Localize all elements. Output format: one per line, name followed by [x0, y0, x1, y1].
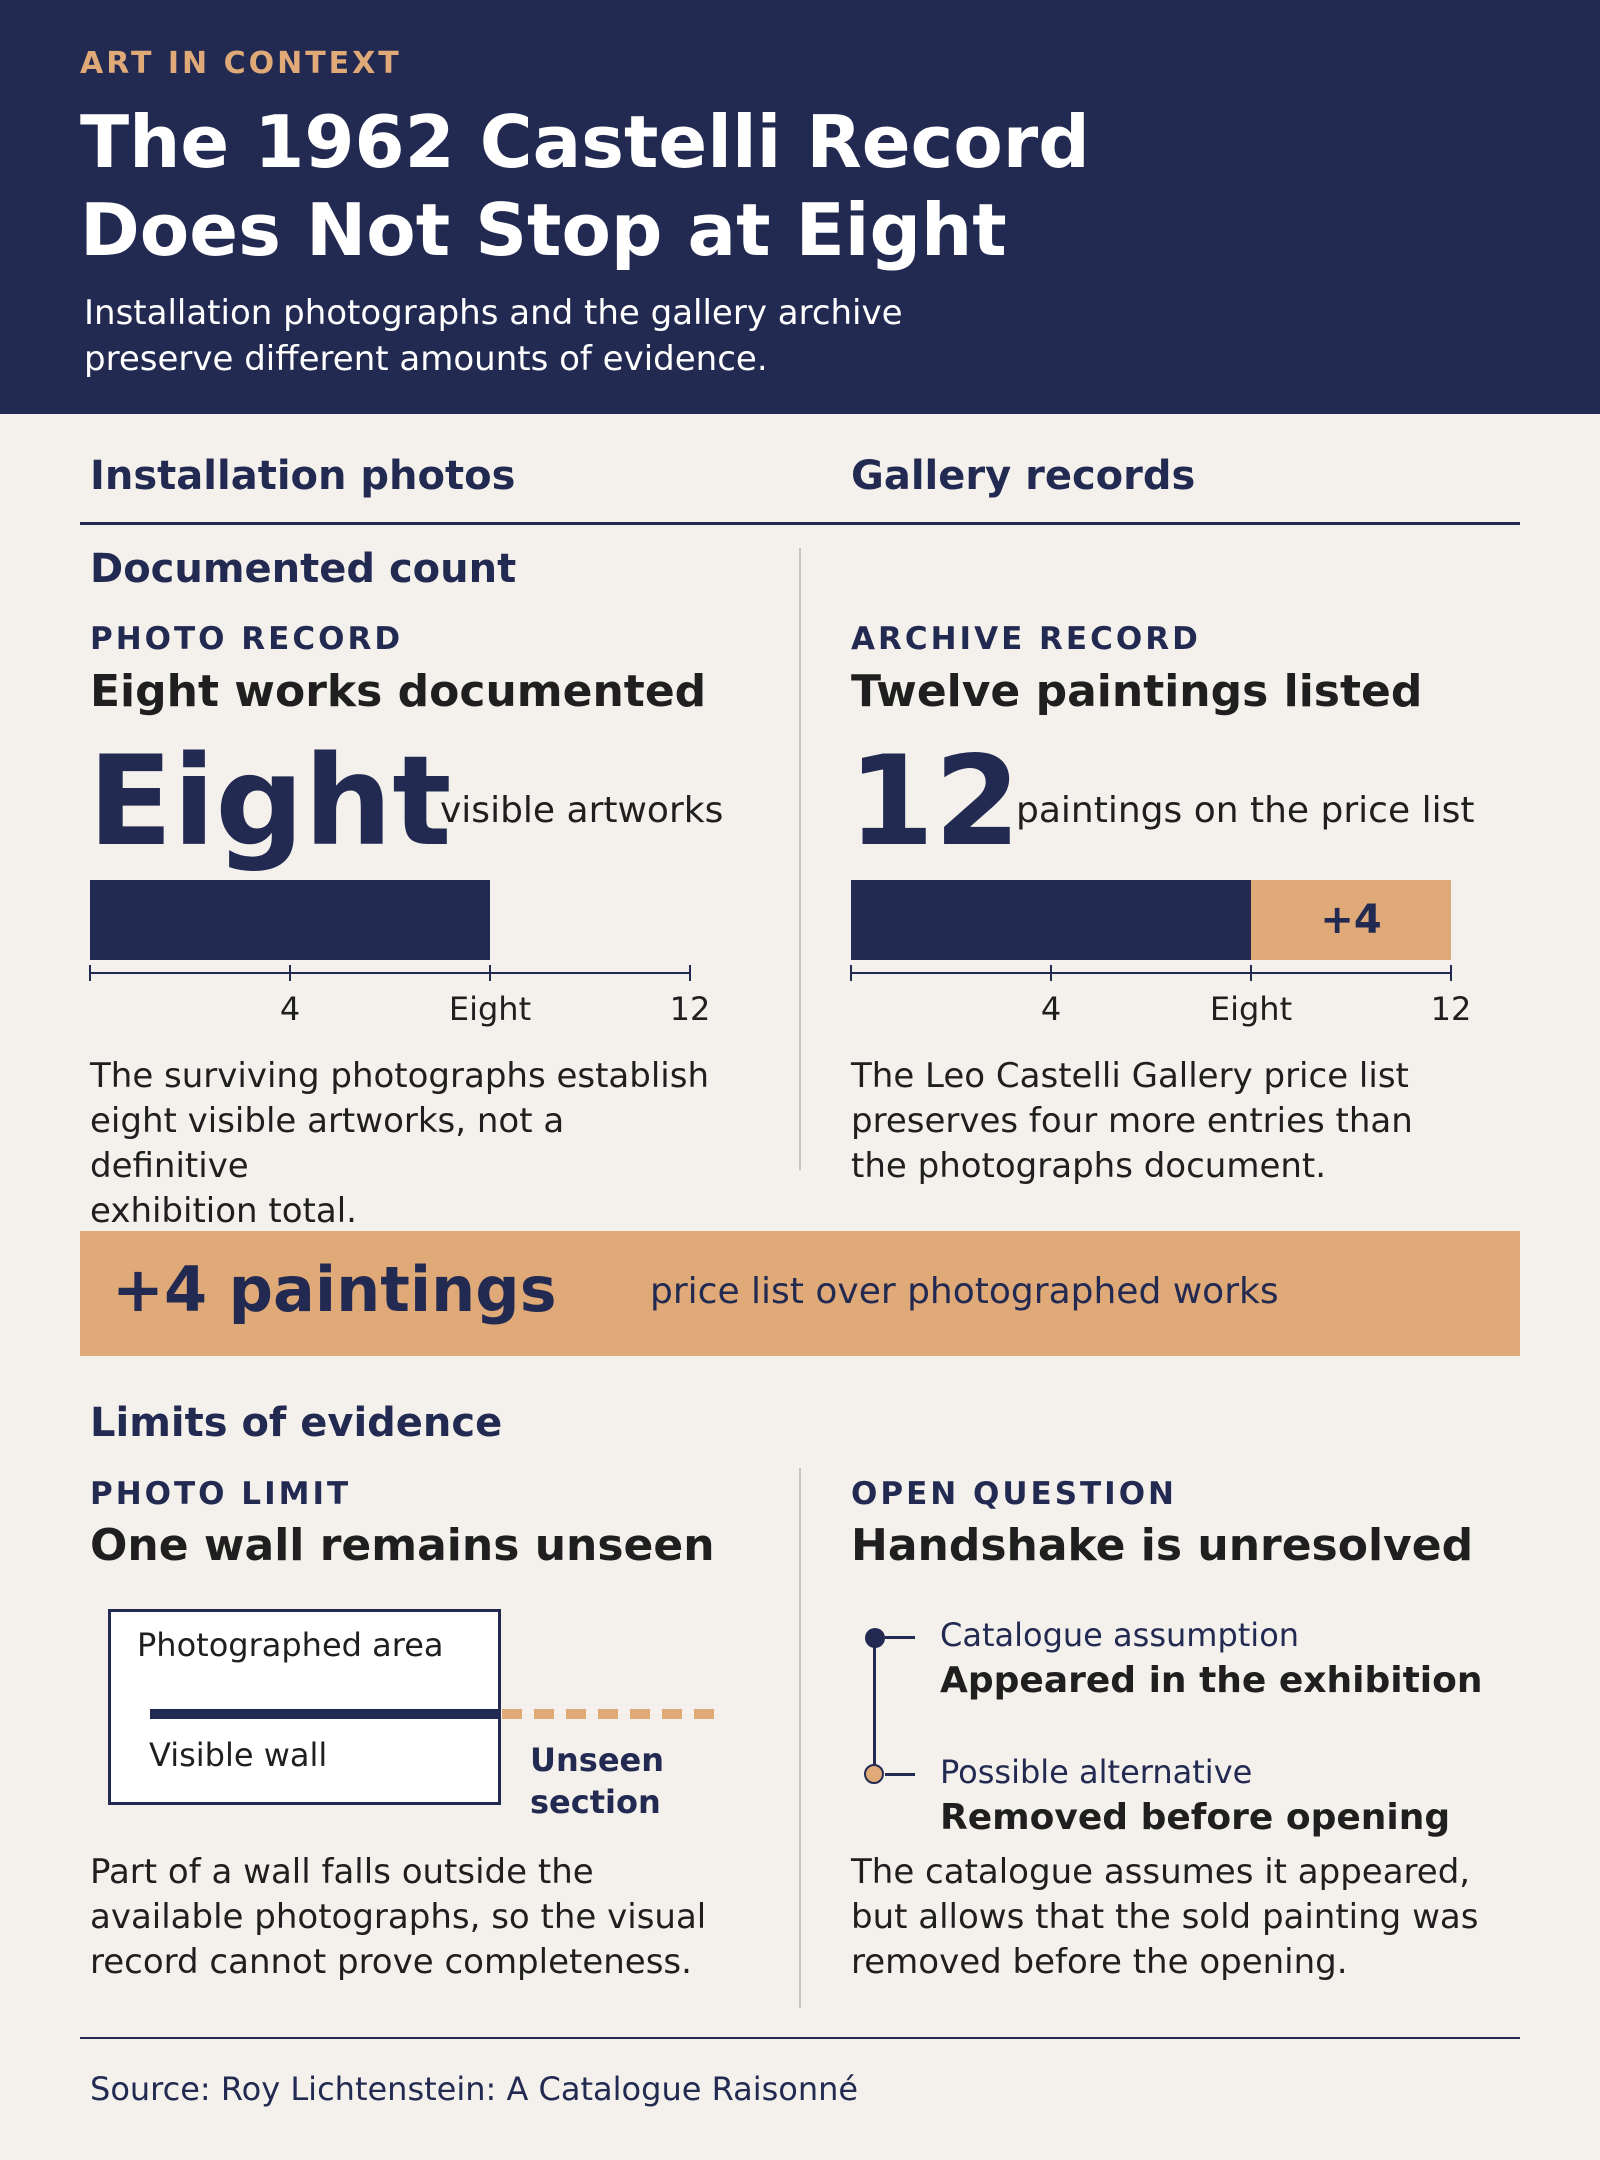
difference-text: price list over photographed works	[650, 1271, 1279, 1312]
photo-limit-headline: One wall remains unseen	[90, 1520, 715, 1571]
visible-wall-label: Visible wall	[149, 1736, 328, 1774]
kicker: ART IN CONTEXT	[80, 46, 402, 81]
question-body-line-1: The catalogue assumes it appeared,	[851, 1852, 1471, 1892]
photo-body-line-1: The surviving photographs establish	[90, 1056, 710, 1096]
column-head-right: Gallery records	[851, 453, 1196, 499]
archive-axis	[851, 972, 1451, 974]
limit-body-line-3: record cannot prove completeness.	[90, 1942, 692, 1982]
page-subtitle	[84, 290, 984, 382]
archive-axis-tick	[1050, 965, 1052, 981]
open-question-label: OPEN QUESTION	[851, 1476, 1177, 1512]
archive-tick-label: 4	[1040, 990, 1062, 1028]
open-question-headline: Handshake is unresolved	[851, 1520, 1474, 1571]
question-body-line-3: removed before the opening.	[851, 1942, 1348, 1982]
archive-record-headline: Twelve paintings listed	[851, 666, 1423, 717]
archive-bar-segment-1	[851, 880, 1251, 960]
subtitle-line-1: Installation photographs and the gallery archive	[84, 293, 903, 333]
photo-axis-tick	[289, 965, 291, 981]
photo-record-body	[90, 1054, 730, 1234]
archive-body-line-1: The Leo Castelli Gallery price list	[851, 1056, 1409, 1096]
page-title	[80, 98, 1380, 274]
footer-rule	[80, 2037, 1520, 2039]
photo-axis-tick	[689, 965, 691, 981]
photo-record-label: PHOTO RECORD	[90, 621, 404, 657]
difference-band	[80, 1231, 1520, 1356]
section-title-documented: Documented count	[90, 546, 517, 592]
photo-limit-body	[90, 1850, 730, 1985]
title-line-2: Does Not Stop at Eight	[80, 188, 1007, 272]
unseen-line-2: section	[530, 1783, 661, 1821]
photo-body-line-2: eight visible artworks, not a definitive	[90, 1101, 565, 1186]
photo-big-value: Eight	[88, 730, 452, 874]
assumption-caption: Catalogue assumption	[940, 1616, 1300, 1654]
photo-record-headline: Eight works documented	[90, 666, 707, 717]
photo-bar-segment-1	[90, 880, 490, 960]
archive-body-line-2: preserves four more entries than	[851, 1101, 1413, 1141]
archive-record-body	[851, 1054, 1491, 1189]
unseen-line-1: Unseen	[530, 1741, 664, 1779]
limit-body-line-1: Part of a wall falls outside the	[90, 1852, 594, 1892]
column-head-left: Installation photos	[90, 453, 516, 499]
photo-big-unit: visible artworks	[440, 790, 724, 831]
column-separator-top	[799, 548, 801, 1170]
column-divider-rule	[80, 522, 1520, 525]
subtitle-line-2: preserve different amounts of evidence.	[84, 339, 768, 379]
alternative-caption: Possible alternative	[940, 1753, 1253, 1791]
assumption-main: Appeared in the exhibition	[940, 1660, 1483, 1701]
photo-tick-label: 12	[669, 990, 711, 1028]
assumption-dot-icon	[865, 1628, 885, 1648]
source-credit: Source: Roy Lichtenstein: A Catalogue Raisonné	[90, 2070, 859, 2108]
archive-bar-segment-2: +4	[1251, 880, 1451, 960]
unseen-wall-dashes	[502, 1709, 716, 1719]
question-body-line-2: but allows that the sold painting was	[851, 1897, 1479, 1937]
photo-body-line-3: exhibition total.	[90, 1191, 357, 1231]
title-line-1: The 1962 Castelli Record	[80, 100, 1090, 184]
column-separator-bottom	[799, 1468, 801, 2008]
section-title-limits: Limits of evidence	[90, 1400, 503, 1446]
photographed-area-box	[108, 1609, 501, 1805]
unseen-section-label	[530, 1739, 664, 1823]
visible-wall-line	[150, 1709, 498, 1719]
photo-axis-tick-origin	[89, 965, 91, 981]
header-banner	[0, 0, 1600, 414]
alternative-dot-icon	[864, 1764, 884, 1784]
difference-value: +4 paintings	[112, 1253, 557, 1326]
archive-axis-tick-origin	[850, 965, 852, 981]
archive-body-line-3: the photographs document.	[851, 1146, 1327, 1186]
photo-tick-label: Eight	[448, 990, 532, 1028]
alternative-connector	[885, 1773, 915, 1776]
archive-big-unit: paintings on the price list	[1016, 790, 1475, 831]
archive-tick-label: 12	[1430, 990, 1472, 1028]
alternative-main: Removed before opening	[940, 1797, 1451, 1838]
limit-body-line-2: available photographs, so the visual	[90, 1897, 707, 1937]
archive-axis-tick	[1450, 965, 1452, 981]
archive-axis-tick	[1250, 965, 1252, 981]
photo-tick-label: 4	[279, 990, 301, 1028]
archive-record-label: ARCHIVE RECORD	[851, 621, 1201, 657]
assumption-connector	[885, 1636, 915, 1639]
photographed-area-label: Photographed area	[137, 1626, 444, 1664]
timeline-connector	[873, 1637, 876, 1774]
archive-big-value: 12	[848, 730, 1021, 874]
photo-axis	[90, 972, 690, 974]
photo-limit-label: PHOTO LIMIT	[90, 1476, 352, 1512]
open-question-body	[851, 1850, 1531, 1985]
photo-axis-tick	[489, 965, 491, 981]
archive-tick-label: Eight	[1209, 990, 1293, 1028]
